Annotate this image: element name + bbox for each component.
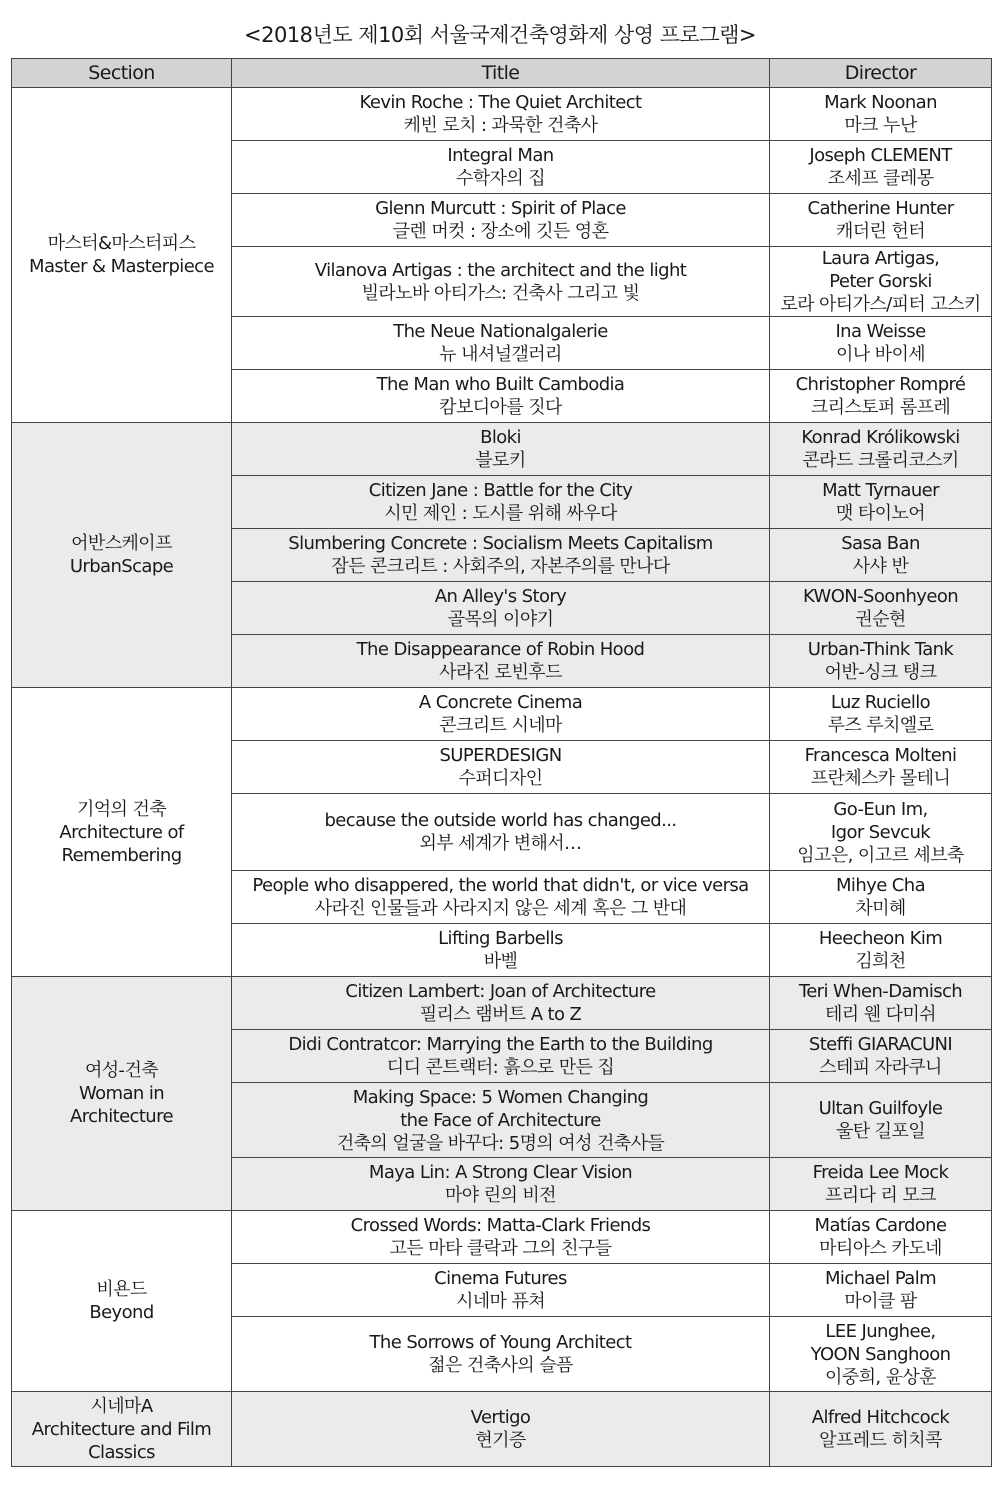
director-cell (770, 1030, 992, 1083)
film-title-cell (232, 1317, 770, 1392)
cell-line: Vertigo (470, 1407, 531, 1428)
cell-line: Classics (88, 1441, 155, 1463)
cell-line: Glenn Murcutt : Spirit of Place (375, 198, 626, 219)
film-row (12, 1211, 992, 1264)
cell-line: KWON-Soonhyeon (802, 586, 959, 607)
director-cell (770, 247, 992, 317)
section-cell (12, 423, 232, 688)
cell-line: Joseph CLEMENT (809, 145, 952, 166)
cell-line: 고든 마타 클락과 그의 친구들 (389, 1238, 612, 1259)
director-cell (770, 194, 992, 247)
director-cell (770, 1264, 992, 1317)
film-title-cell (232, 794, 770, 871)
cell-line: Go-Eun Im, (833, 798, 928, 820)
cell-line: Cinema Futures (434, 1268, 567, 1289)
film-title-cell (232, 370, 770, 423)
director-cell (770, 977, 992, 1030)
cell-line: A Concrete Cinema (418, 692, 583, 713)
director-cell (770, 582, 992, 635)
director-cell (770, 1083, 992, 1158)
cell-line: Matt Tyrnauer (822, 480, 939, 501)
film-row (12, 977, 992, 1030)
cell-line: 건축의 얼굴을 바꾸다: 5명의 여성 건축사들 (336, 1132, 665, 1154)
cell-line: 사라진 로빈후드 (439, 662, 562, 683)
cell-line: 프란체스카 몰테니 (810, 768, 951, 789)
cell-line: 맷 타이노어 (835, 503, 926, 524)
cell-line: Luz Ruciello (830, 692, 931, 713)
cell-line: Christopher Rompré (795, 374, 966, 395)
director-cell (770, 529, 992, 582)
section-cell (12, 1392, 232, 1467)
cell-line: Igor Sevcuk (830, 821, 931, 843)
director-cell (770, 1158, 992, 1211)
cell-line: Heecheon Kim (818, 928, 943, 949)
cell-line: 이나 바이세 (835, 344, 926, 365)
cell-line: Crossed Words: Matta-Clark Friends (350, 1215, 651, 1236)
film-title-cell (232, 88, 770, 141)
cell-line: 마스터&마스터피스 (47, 233, 196, 254)
cell-line: Urban-Think Tank (807, 639, 954, 660)
section-cell (12, 88, 232, 423)
cell-line: The Neue Nationalgalerie (393, 321, 608, 342)
cell-line: LEE Junghee, (825, 1320, 936, 1342)
section-cell (12, 1211, 232, 1392)
cell-line: 차미혜 (855, 898, 906, 919)
film-title-cell (232, 924, 770, 977)
cell-line: 여성-건축 (84, 1060, 159, 1081)
cell-line: 스테피 자라쿠니 (819, 1057, 942, 1078)
director-cell (770, 1392, 992, 1467)
cell-line: Teri When-Damisch (798, 981, 963, 1002)
cell-line: 수학자의 집 (455, 168, 546, 189)
cell-line: Konrad Królikowski (801, 427, 960, 448)
film-title-cell (232, 141, 770, 194)
cell-line: Remembering (61, 844, 182, 866)
cell-line: Woman in (78, 1083, 165, 1104)
cell-line: UrbanScape (69, 556, 174, 577)
cell-line: 잠든 콘크리트 : 사회주의, 자본주의를 만나다 (331, 556, 670, 577)
director-cell (770, 871, 992, 924)
cell-line: 수퍼디자인 (458, 768, 543, 789)
section-cell (12, 688, 232, 977)
cell-line: Sasa Ban (841, 533, 920, 554)
cell-line: 알프레드 히치콕 (819, 1430, 942, 1451)
director-cell (770, 476, 992, 529)
film-title-cell (232, 317, 770, 370)
film-title-cell (232, 1264, 770, 1317)
cell-line: the Face of Architecture (400, 1109, 601, 1131)
film-row (12, 688, 992, 741)
cell-line: Didi Contratcor: Marrying the Earth to the Building (288, 1034, 713, 1055)
director-cell (770, 1317, 992, 1392)
cell-line: The Disappearance of Robin Hood (356, 639, 645, 660)
cell-line: because the outside world has changed... (324, 810, 677, 831)
film-row (12, 1392, 992, 1467)
cell-line: Architecture (70, 1106, 173, 1127)
cell-line: Architecture of (59, 821, 184, 843)
director-cell (770, 794, 992, 871)
cell-line: 필리스 램버트 A to Z (419, 1004, 582, 1025)
cell-line: Vilanova Artigas : the architect and the light (314, 259, 687, 281)
cell-line: 마티아스 카도네 (819, 1238, 942, 1259)
cell-line: Freida Lee Mock (812, 1162, 949, 1183)
cell-line: 디디 콘트랙터: 흙으로 만든 집 (386, 1057, 615, 1078)
film-title-cell (232, 1158, 770, 1211)
cell-line: Alfred Hitchcock (811, 1407, 950, 1428)
cell-line: 시민 제인 : 도시를 위해 싸우다 (384, 503, 617, 524)
cell-line: Master & Masterpiece (29, 256, 214, 277)
film-title-cell (232, 247, 770, 317)
film-title-cell (232, 1083, 770, 1158)
director-cell (770, 141, 992, 194)
cell-line: 마야 린의 비전 (445, 1185, 556, 1206)
film-title-cell (232, 423, 770, 476)
film-title-cell (232, 582, 770, 635)
cell-line: SUPERDESIGN (439, 745, 562, 766)
cell-line: 루즈 루치엘로 (827, 715, 934, 736)
cell-line: Making Space: 5 Women Changing (352, 1086, 649, 1108)
cell-line: Kevin Roche : The Quiet Architect (359, 92, 642, 113)
film-title-cell (232, 741, 770, 794)
cell-line: Citizen Jane : Battle for the City (368, 480, 633, 501)
document-title: <2018년도 제10회 서울국제건축영화제 상영 프로그램> (244, 23, 756, 47)
cell-line: 테리 웬 다미쉬 (825, 1004, 936, 1025)
cell-line: Citizen Lambert: Joan of Architecture (345, 981, 656, 1002)
cell-line: 빌라노바 아티가스: 건축사 그리고 빛 (361, 282, 640, 304)
cell-line: 어반-싱크 탱크 (824, 662, 937, 683)
cell-line: Catherine Hunter (807, 198, 954, 219)
film-title-cell (232, 688, 770, 741)
director-cell (770, 741, 992, 794)
film-title-cell (232, 1392, 770, 1467)
cell-line: Francesca Molteni (804, 745, 957, 766)
column-header-title: Title (232, 59, 770, 88)
film-title-cell (232, 635, 770, 688)
cell-line: 크리스토퍼 롬프레 (810, 397, 951, 418)
program-body (12, 88, 992, 1467)
cell-line: Laura Artigas, (821, 248, 940, 269)
cell-line: Michael Palm (824, 1268, 937, 1289)
cell-line: 콘크리트 시네마 (439, 715, 562, 736)
cell-line: Ultan Guilfoyle (818, 1098, 943, 1119)
cell-line: 콘라드 크롤리코스키 (802, 450, 959, 471)
cell-line: YOON Sanghoon (810, 1343, 951, 1365)
section-cell (12, 977, 232, 1211)
film-row (12, 423, 992, 476)
cell-line: 어반스케이프 (71, 533, 172, 554)
cell-line: 권순현 (855, 609, 906, 630)
director-cell (770, 370, 992, 423)
cell-line: 뉴 내셔널갤러리 (439, 344, 562, 365)
director-cell (770, 88, 992, 141)
column-header-director: Director (770, 59, 992, 88)
director-cell (770, 1211, 992, 1264)
cell-line: Architecture and Film (31, 1418, 212, 1440)
cell-line: 시네마A (90, 1395, 153, 1417)
cell-line: Peter Gorski (829, 271, 932, 292)
cell-line: 골목의 이야기 (447, 609, 554, 630)
cell-line: Mihye Cha (836, 875, 925, 896)
cell-line: The Man who Built Cambodia (376, 374, 625, 395)
cell-line: An Alley's Story (434, 586, 567, 607)
cell-line: 마크 누난 (844, 115, 917, 136)
director-cell (770, 423, 992, 476)
film-title-cell (232, 476, 770, 529)
cell-line: Integral Man (447, 145, 554, 166)
cell-line: 젊은 건축사의 슬픔 (428, 1355, 573, 1376)
cell-line: 글렌 머컷 : 장소에 깃든 영혼 (392, 221, 609, 242)
program-table (11, 58, 992, 1467)
film-title-cell (232, 529, 770, 582)
director-cell (770, 635, 992, 688)
cell-line: 김희천 (855, 951, 906, 972)
cell-line: 블로키 (475, 450, 526, 471)
director-cell (770, 688, 992, 741)
cell-line: 외부 세계가 변해서… (419, 833, 582, 854)
cell-line: 프리다 리 모크 (825, 1185, 936, 1206)
cell-line: 바벨 (483, 951, 518, 972)
cell-line: 마이클 팜 (844, 1291, 917, 1312)
cell-line: 조세프 클레몽 (827, 168, 934, 189)
cell-line: 사라진 인물들과 사라지지 않은 세계 혹은 그 반대 (314, 898, 687, 919)
film-title-cell (232, 1211, 770, 1264)
film-row (12, 88, 992, 141)
cell-line: 울탄 길포일 (835, 1121, 926, 1142)
cell-line: Matías Cardone (814, 1215, 947, 1236)
column-header-section: Section (12, 59, 232, 88)
cell-line: Slumbering Concrete : Socialism Meets Capitalism (288, 533, 713, 554)
cell-line: 이중희, 윤상훈 (825, 1366, 936, 1388)
cell-line: Ina Weisse (835, 321, 926, 342)
cell-line: 사샤 반 (852, 556, 909, 577)
cell-line: 현기증 (475, 1430, 526, 1451)
cell-line: Steffi GIARACUNI (808, 1034, 953, 1055)
director-cell (770, 317, 992, 370)
cell-line: 비욘드 (96, 1279, 147, 1300)
cell-line: 캐더린 헌터 (835, 221, 926, 242)
cell-line: Bloki (480, 427, 521, 448)
cell-line: Beyond (89, 1302, 154, 1323)
cell-line: Maya Lin: A Strong Clear Vision (368, 1162, 633, 1183)
cell-line: 기억의 건축 (76, 798, 167, 820)
cell-line: 시네마 퓨쳐 (455, 1291, 546, 1312)
film-title-cell (232, 871, 770, 924)
cell-line: Mark Noonan (824, 92, 937, 113)
film-title-cell (232, 977, 770, 1030)
cell-line: Lifting Barbells (438, 928, 563, 949)
cell-line: 로라 아티가스/피터 고스키 (780, 294, 981, 315)
director-cell (770, 924, 992, 977)
film-title-cell (232, 194, 770, 247)
film-title-cell (232, 1030, 770, 1083)
header-row (12, 59, 992, 88)
cell-line: The Sorrows of Young Architect (369, 1332, 632, 1353)
cell-line: People who disappered, the world that didn't, or vice versa (252, 875, 749, 896)
cell-line: 캄보디아를 짓다 (439, 397, 562, 418)
cell-line: 임고은, 이고르 셰브축 (797, 844, 964, 866)
cell-line: 케빈 로치 : 과묵한 건축사 (403, 115, 598, 136)
